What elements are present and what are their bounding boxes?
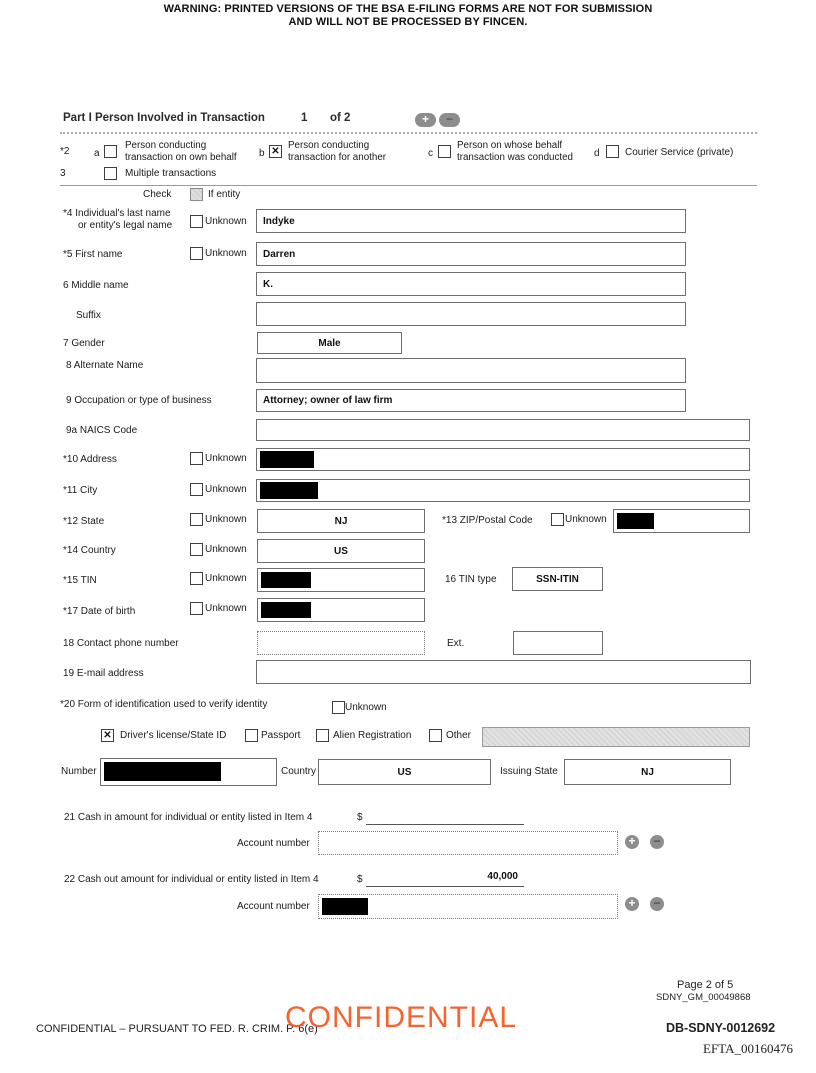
check-label: Check [143,189,172,200]
item2-number: *2 [60,146,70,157]
field14-label: *14 Country [63,545,116,556]
checkbox-if-entity [190,188,203,201]
checkbox-13-unknown[interactable] [551,513,564,526]
tin-type-select[interactable] [512,567,603,591]
part1-of-label: of 2 [330,112,351,124]
header-divider [60,132,757,134]
checkbox-15-unknown[interactable] [190,572,203,585]
bates-sdny-gm: SDNY_GM_00049868 [656,992,751,1003]
checkbox-drivers-license[interactable] [101,729,114,742]
other-id-label: Other [446,730,472,741]
dob-redaction-box [261,602,311,618]
alternate-name-input[interactable] [256,358,686,383]
item2c-letter: c [428,148,433,159]
cash-in-amount-input[interactable] [366,809,524,825]
id-country-value: US [397,766,412,778]
field5-label: *5 First name [63,249,123,260]
item2a-letter: a [94,148,100,159]
city-input[interactable] [256,479,750,502]
part1-title: Part I Person Involved in Transaction [63,112,265,124]
field16-label: 16 TIN type [445,574,497,585]
bates-efta: EFTA_00160476 [703,1041,793,1056]
field7-label: 7 Gender [63,338,105,349]
last-name-input[interactable] [256,209,686,233]
if-entity-label: If entity [208,189,241,200]
remove-account-button-22[interactable] [650,897,664,911]
add-person-button[interactable] [415,113,436,127]
checkbox-17-unknown[interactable] [190,602,203,615]
item22-account-label: Account number [237,901,310,912]
remove-account-button-21[interactable] [650,835,664,849]
field9a-label: 9a NAICS Code [66,425,138,436]
field20-unknown-label: Unknown [345,702,387,713]
field17-label: *17 Date of birth [63,606,136,617]
item2d-label: Courier Service (private) [625,147,734,158]
item21-currency: $ [357,812,363,823]
warning-line-2: AND WILL NOT BE PROCESSED BY FINCEN. [288,16,528,28]
field13-label: *13 ZIP/Postal Code [442,515,533,526]
confidential-watermark: CONFIDENTIAL [285,1001,518,1034]
zip-redaction-box [617,513,654,529]
checkbox-2c-on-whose-behalf[interactable] [438,145,451,158]
checkbox-alien-registration[interactable] [316,729,329,742]
address-input[interactable] [256,448,750,471]
occupation-input[interactable] [256,389,686,412]
phone-input[interactable] [257,631,425,655]
item2a-label: Person conducting transaction on own behalf [125,140,237,163]
item3-number: 3 [60,168,66,179]
page-number: Page 2 of 5 [677,979,734,991]
passport-label: Passport [261,730,301,741]
field19-label: 19 E-mail address [63,668,144,679]
issuing-state-label: Issuing State [500,766,558,777]
field14-unknown-label: Unknown [205,544,247,555]
last-name-value: Indyke [263,215,295,227]
state-select[interactable] [257,509,425,533]
checkbox-5-unknown[interactable] [190,247,203,260]
email-input[interactable] [256,660,751,684]
field11-label: *11 City [63,485,98,496]
checkbox-4-unknown[interactable] [190,215,203,228]
country-select[interactable] [257,539,425,563]
confidential-note: CONFIDENTIAL – PURSUANT TO FED. R. CRIM. P. 6(e) [36,1023,318,1035]
state-value: NJ [334,515,348,527]
field6-label: 6 Middle name [63,280,129,291]
field10-label: *10 Address [63,454,117,465]
ext-input[interactable] [513,631,603,655]
bates-db-sdny: DB-SDNY-0012692 [666,1021,776,1035]
checkbox-14-unknown[interactable] [190,543,203,556]
checkbox-passport[interactable] [245,729,258,742]
address-redaction-box [260,451,314,468]
checkbox-20-unknown[interactable] [332,701,345,714]
suffix-label: Suffix [76,310,101,321]
issuing-state-select[interactable] [564,759,731,785]
issuing-state-value: NJ [641,766,654,778]
first-name-input[interactable] [256,242,686,266]
item22-label: 22 Cash out amount for individual or entity listed in Item 4 [64,874,319,885]
checkbox-10-unknown[interactable] [190,452,203,465]
field4-label-line2: or entity's legal name [78,220,173,231]
part1-index: 1 [301,112,308,124]
checkbox-12-unknown[interactable] [190,513,203,526]
field8-label: 8 Alternate Name [66,360,144,371]
cash-in-account-input[interactable] [318,831,618,855]
field17-unknown-label: Unknown [205,603,247,614]
section-divider [60,185,757,186]
field11-unknown-label: Unknown [205,484,247,495]
item2b-letter: b [259,148,265,159]
field4-label-line1: *4 Individual's last name [63,208,171,219]
warning-line-1: WARNING: PRINTED VERSIONS OF THE BSA E-FILING FORMS ARE NOT FOR SUBMISSION [163,3,653,15]
field20-label: *20 Form of identification used to verify identity [60,699,268,710]
country-value: US [334,545,348,557]
field15-label: *15 TIN [63,575,97,586]
first-name-value: Darren [263,248,296,260]
field12-unknown-label: Unknown [205,514,247,525]
cash-out-account-redaction-box [322,898,368,915]
middle-name-input[interactable] [256,272,686,296]
item2d-letter: d [594,148,600,159]
checkbox-3-multiple-transactions[interactable] [104,167,117,180]
checkbox-other-id[interactable] [429,729,442,742]
drivers-license-label: Driver's license/State ID [120,730,227,741]
field13-unknown-label: Unknown [565,514,607,525]
checkbox-2a-own-behalf[interactable] [104,145,117,158]
id-number-redaction-box [104,762,221,781]
add-account-button-22[interactable] [625,897,639,911]
gender-value: Male [318,337,341,349]
checkbox-2b-for-another[interactable] [269,145,282,158]
field18-label: 18 Contact phone number [63,638,179,649]
tin-type-value: SSN-ITIN [536,573,579,585]
add-account-button-21[interactable] [625,835,639,849]
item3-label: Multiple transactions [125,168,217,179]
other-id-description-input [482,727,750,747]
field9-label: 9 Occupation or type of business [66,395,212,406]
field10-unknown-label: Unknown [205,453,247,464]
item21-label: 21 Cash in amount for individual or entity listed in Item 4 [64,812,313,823]
item21-account-label: Account number [237,838,310,849]
item2b-label: Person conducting transaction for another [288,140,387,163]
gender-select[interactable] [257,332,402,354]
suffix-input[interactable] [256,302,686,326]
id-number-label: Number [61,766,97,777]
city-redaction-box [260,482,318,499]
naics-code-input[interactable] [256,419,750,441]
ext-label: Ext. [447,638,465,649]
checkbox-11-unknown[interactable] [190,483,203,496]
field4-unknown-label: Unknown [205,216,247,227]
id-country-select[interactable] [318,759,491,785]
item2c-label: Person on whose behalf transaction was conducted [457,140,573,163]
field12-label: *12 State [63,516,105,527]
checkbox-2d-courier[interactable] [606,145,619,158]
field15-unknown-label: Unknown [205,573,247,584]
remove-person-button[interactable] [439,113,460,127]
id-country-label: Country [281,766,317,777]
alien-registration-label: Alien Registration [333,730,412,741]
occupation-value: Attorney; owner of law firm [263,395,393,406]
middle-name-value: K. [263,278,273,290]
field5-unknown-label: Unknown [205,248,247,259]
tin-redaction-box [261,572,311,588]
item22-currency: $ [357,874,363,885]
cash-out-amount-input[interactable]: 40,000 [366,871,524,887]
